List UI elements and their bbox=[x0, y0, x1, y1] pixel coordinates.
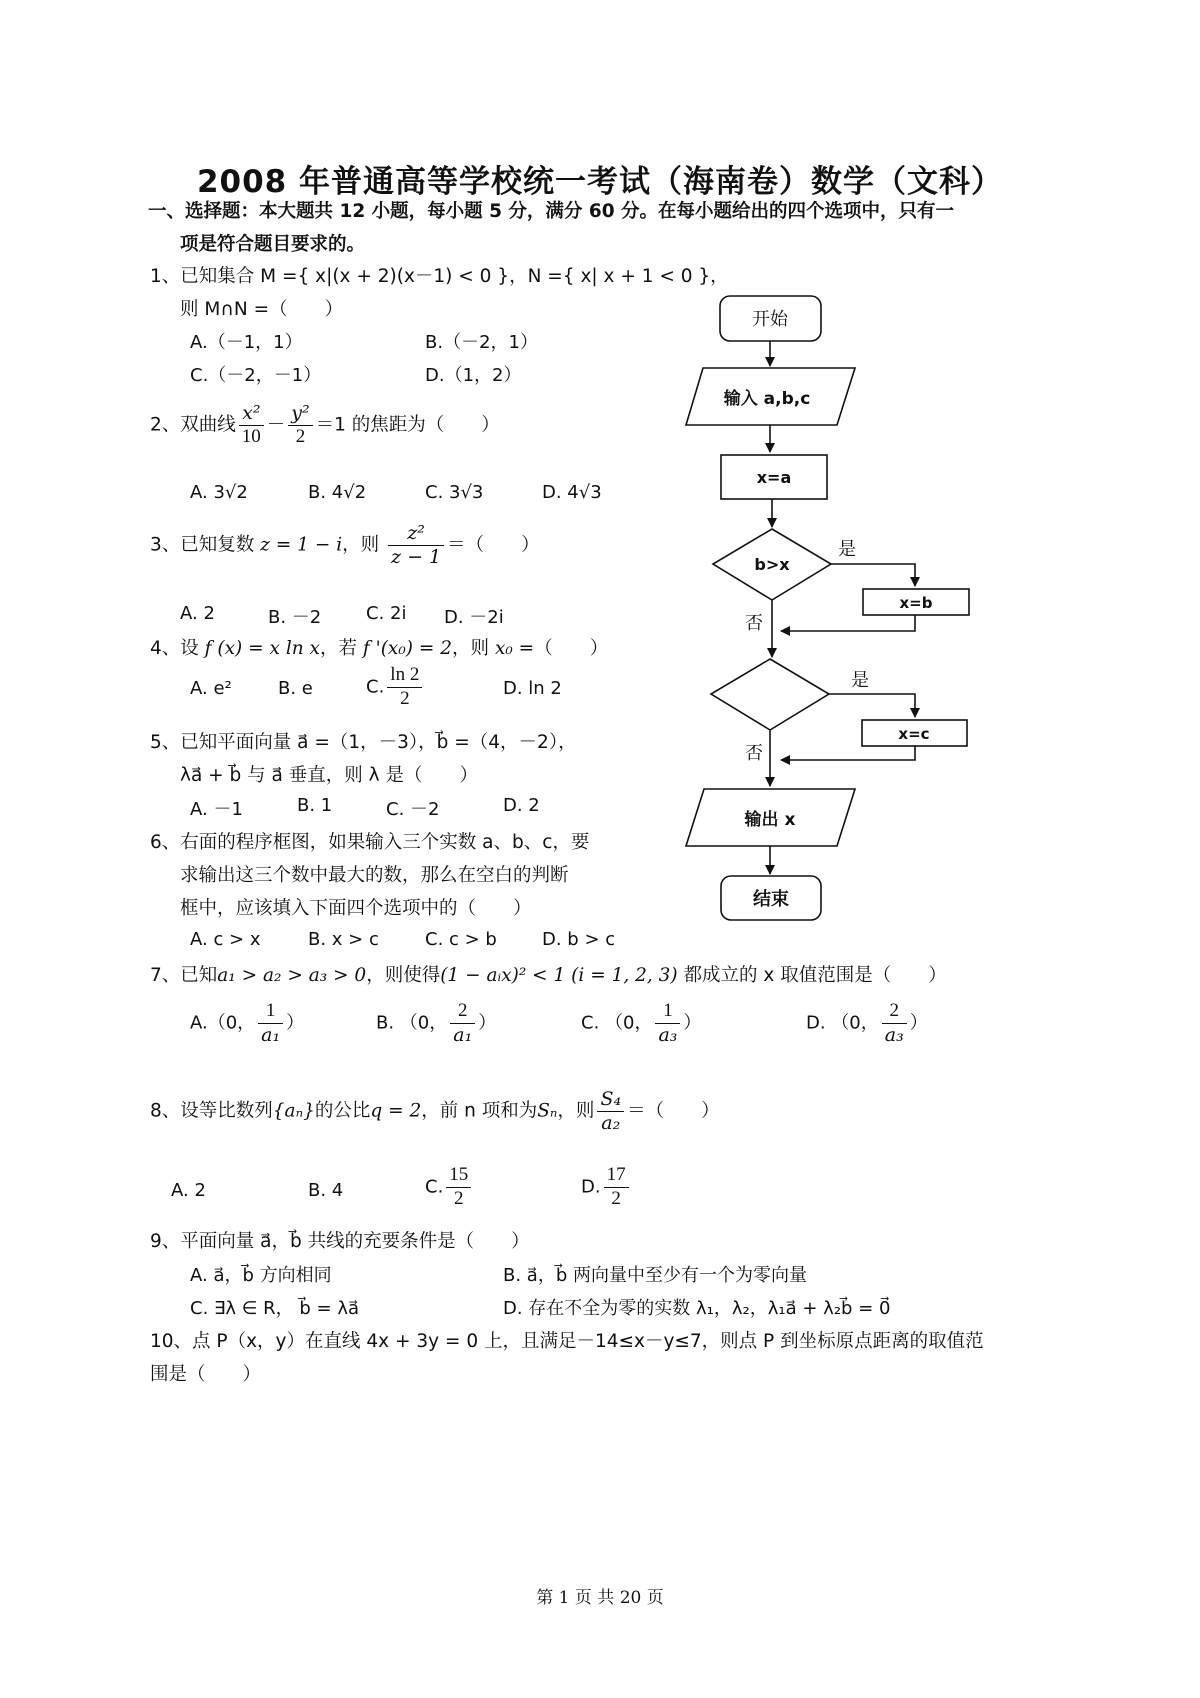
question-7-option-a: A.（0， $\frac{1}{\text{a₁}}$ ） bbox=[190, 1000, 305, 1046]
question-5-option-b: B. 1 bbox=[297, 795, 333, 816]
flowchart-no-2-label: 否 bbox=[745, 743, 763, 764]
fraction: $\frac{\text{z²}}{z - 1}$ bbox=[388, 522, 444, 569]
question-4-option-d: D. ln 2 bbox=[503, 678, 562, 699]
page-footer: 第 1 页 共 20 页 bbox=[536, 1588, 664, 1608]
question-3-stem: 3、已知复数 z = 1 − i，则 $\frac{\text{z²}}{z - 1}$ ＝（ ） bbox=[150, 522, 540, 568]
question-9-stem: 9、平面向量 a⃗，b⃗ 共线的充要条件是（ ） bbox=[150, 1231, 530, 1252]
question-1-option-a: A.（－1，1） bbox=[190, 332, 303, 353]
question-10-stem: 10、点 P（x，y）在直线 4x + 3y = 0 上，且满足－14≤x－y≤7，则点 P 到坐标原点距离的取值范 bbox=[150, 1331, 984, 1352]
question-2-option-d: D. 4√3 bbox=[542, 482, 602, 503]
section-header-line1: 一、选择题：本大题共 12 小题，每小题 5 分，满分 60 分。在每小题给出的四个选项中，只有一 bbox=[148, 201, 955, 222]
section-header-line2: 项是符合题目要求的。 bbox=[180, 234, 366, 255]
question-8-stem: 8、设等比数列{aₙ}的公比q = 2，前 n 项和为Sₙ，则 $\frac{\text{S₄}}{\text{a₂}}$ ＝（ ） bbox=[150, 1088, 720, 1134]
flowchart-condition-1-label: b>x bbox=[754, 555, 790, 574]
flowchart-yes-1-label: 是 bbox=[838, 539, 856, 560]
question-9-option-b: B. a⃗，b⃗ 两向量中至少有一个为零向量 bbox=[503, 1265, 807, 1286]
question-3-option-d: D. －2i bbox=[444, 607, 504, 628]
question-4-stem: 4、设 f (x) = x ln x，若 f '(x₀) = 2，则 x₀ =（ ） bbox=[150, 638, 609, 659]
question-4-option-c: C. $\frac{\ln 2}{2}$ bbox=[366, 664, 425, 711]
question-8-option-d: D. $\frac{17}{2}$ bbox=[581, 1164, 632, 1211]
question-5-option-a: A. －1 bbox=[190, 799, 243, 820]
flowchart-condition-2-blank bbox=[711, 659, 829, 730]
question-1-option-d: D.（1，2） bbox=[425, 365, 522, 386]
question-3-option-b: B. －2 bbox=[268, 607, 322, 628]
fraction: $\frac{\ln 2}{2}$ bbox=[387, 664, 422, 711]
question-3-option-a: A. 2 bbox=[180, 603, 215, 624]
fraction: $\frac{\text{y²}}{2}$ bbox=[288, 402, 312, 449]
question-6-stem-line3: 框中，应该填入下面四个选项中的（ ） bbox=[180, 898, 532, 919]
flowchart-output-label: 输出 x bbox=[744, 810, 796, 830]
fraction: $\frac{1}{\text{a₁}}$ bbox=[258, 1000, 283, 1047]
flowchart-no-1-label: 否 bbox=[745, 613, 763, 634]
question-9-option-c: C. ∃λ ∈ R， b⃗ = λa⃗ bbox=[190, 1298, 360, 1319]
question-2-option-a: A. 3√2 bbox=[190, 482, 248, 503]
fraction: $\frac{\text{S₄}}{\text{a₂}}$ bbox=[597, 1088, 624, 1135]
question-1-stem-line2: 则 M∩N =（ ） bbox=[180, 299, 344, 320]
fraction: $\frac{2}{\text{a₃}}$ bbox=[882, 1000, 907, 1047]
question-7-option-d: D. （0， $\frac{2}{\text{a₃}}$ ） bbox=[806, 1000, 928, 1046]
question-1-option-c: C.（－2，－1） bbox=[190, 365, 322, 386]
question-2-text: 2、双曲线 bbox=[150, 414, 236, 436]
question-5-stem-line2: λa⃗ + b⃗ 与 a⃗ 垂直，则 λ 是（ ） bbox=[180, 765, 478, 786]
question-1-stem: 1、已知集合 M ={ x|(x + 2)(x－1) < 0 }，N ={ x| x + 1 < 0 }， bbox=[150, 266, 729, 287]
flowchart-yes-2-label: 是 bbox=[851, 670, 869, 691]
question-9-option-a: A. a⃗，b⃗ 方向相同 bbox=[190, 1265, 332, 1286]
question-6-option-a: A. c > x bbox=[190, 929, 261, 950]
question-6-stem: 6、右面的程序框图，如果输入三个实数 a、b、c，要 bbox=[150, 832, 590, 853]
question-7-option-b: B. （0， $\frac{2}{\text{a₁}}$ ） bbox=[376, 1000, 497, 1046]
question-10-stem-line2: 围是（ ） bbox=[150, 1364, 262, 1385]
question-8-option-b: B. 4 bbox=[308, 1180, 344, 1201]
question-6-option-b: B. x > c bbox=[308, 929, 379, 950]
question-1-option-b: B.（－2，1） bbox=[425, 332, 538, 353]
fraction: $\frac{1}{\text{a₃}}$ bbox=[655, 1000, 680, 1047]
question-7-option-c: C. （0， $\frac{1}{\text{a₃}}$ ） bbox=[581, 1000, 702, 1046]
question-3-option-c: C. 2i bbox=[366, 603, 407, 624]
question-7-stem: 7、已知a₁ > a₂ > a₃ > 0，则使得(1 − aᵢx)² < 1 (i = 1, 2, 3) 都成立的 x 取值范围是（ ） bbox=[150, 965, 947, 986]
fraction: $\frac{17}{2}$ bbox=[604, 1164, 629, 1211]
question-8-option-c: C. $\frac{15}{2}$ bbox=[425, 1164, 474, 1211]
flowchart-assign-a-label: x=a bbox=[756, 468, 792, 487]
question-9-option-d: D. 存在不全为零的实数 λ₁，λ₂，λ₁a⃗ + λ₂b⃗ = 0⃗ bbox=[503, 1298, 891, 1319]
fraction: $\frac{\text{x²}}{10}$ bbox=[239, 402, 264, 449]
flowchart-assign-b-label: x=b bbox=[899, 594, 933, 612]
question-2-option-b: B. 4√2 bbox=[308, 482, 367, 503]
question-6-stem-line2: 求输出这三个数中最大的数，那么在空白的判断 bbox=[180, 865, 569, 886]
question-4-option-a: A. e² bbox=[190, 678, 232, 699]
question-2-option-c: C. 3√3 bbox=[425, 482, 484, 503]
question-6-option-c: C. c > b bbox=[425, 929, 497, 950]
fraction: $\frac{15}{2}$ bbox=[446, 1164, 471, 1211]
flowchart-start-label: 开始 bbox=[752, 309, 788, 330]
question-2-stem: 2、双曲线 $\frac{\text{x²}}{10}$ － $\frac{\text{y²}}{2}$ ＝1 的焦距为（ ） bbox=[150, 402, 500, 447]
question-6-option-d: D. b > c bbox=[542, 929, 616, 950]
question-4-option-b: B. e bbox=[278, 678, 313, 699]
question-5-option-c: C. －2 bbox=[386, 799, 440, 820]
fraction: $\frac{2}{\text{a₁}}$ bbox=[450, 1000, 475, 1047]
question-8-option-a: A. 2 bbox=[171, 1180, 206, 1201]
flowchart-input-label: 输入 a,b,c bbox=[723, 389, 811, 409]
flowchart-end-label: 结束 bbox=[753, 889, 789, 910]
flowchart-assign-c-label: x=c bbox=[898, 725, 930, 743]
question-5-stem: 5、已知平面向量 a⃗ =（1，－3），b⃗ =（4，－2）， bbox=[150, 732, 577, 753]
question-5-option-d: D. 2 bbox=[503, 795, 540, 816]
page-title: 2008 年普通高等学校统一考试（海南卷）数学（文科） bbox=[196, 164, 1004, 200]
